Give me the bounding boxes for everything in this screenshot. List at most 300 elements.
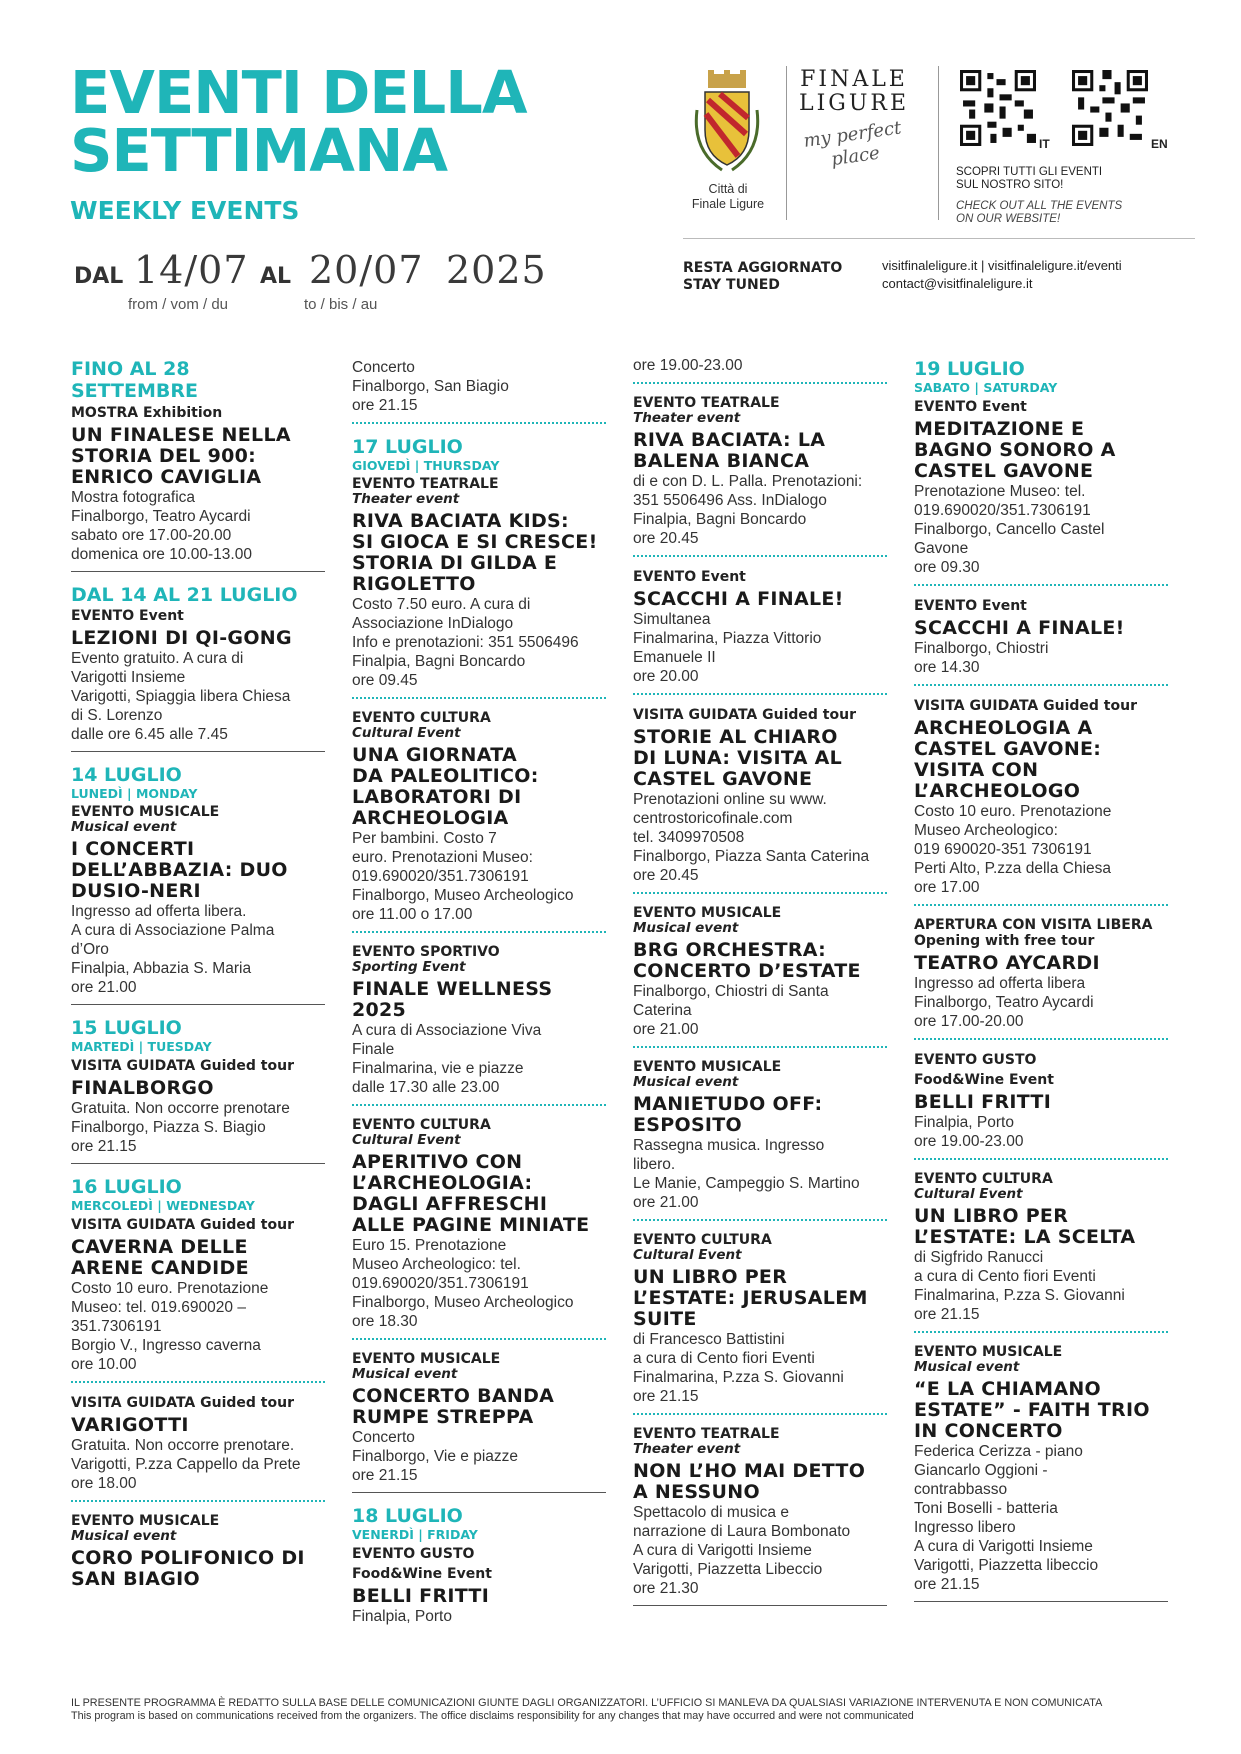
day-heading: 19 LUGLIO <box>914 358 1025 380</box>
event-detail: Concerto <box>352 359 415 376</box>
day-separator <box>352 1492 606 1493</box>
event-separator <box>633 892 887 894</box>
column-3 <box>633 356 903 1618</box>
event-title: BELLI FRITTI <box>352 1585 490 1607</box>
event-category: EVENTO CULTURA <box>352 1117 491 1133</box>
discover-note <box>956 166 1206 226</box>
event-detail: Finalborgo, Museo Archeologico <box>352 1294 574 1311</box>
event-category-en: Theater event <box>352 491 460 507</box>
event-separator <box>914 1158 1168 1160</box>
event-category: EVENTO CULTURA <box>914 1171 1053 1187</box>
event-detail: Prenotazioni online su www. <box>633 791 827 808</box>
day-heading: 15 LUGLIO <box>71 1017 182 1039</box>
event-title: ENRICO CAVIGLIA <box>71 466 262 488</box>
event-title: VISITA CON <box>914 759 1039 781</box>
event-title: CONCERTO BANDA <box>352 1385 555 1407</box>
event-detail: tel. 3409970508 <box>633 829 745 846</box>
brand-line-2: LIGURE <box>798 91 910 116</box>
event-detail: Finalborgo, Piazza S. Biagio <box>71 1119 266 1136</box>
event-detail: di Francesco Battistini <box>633 1331 785 1348</box>
event-category: VISITA GUIDATA Guided tour <box>71 1395 294 1411</box>
event-teatro-aycardi <box>914 918 1184 1031</box>
event-title: DI LUNA: VISITA AL <box>633 747 843 769</box>
event-category: EVENTO MUSICALE <box>633 1059 782 1075</box>
event-detail: 351 5506496 Ass. InDialogo <box>633 492 827 509</box>
event-detail: Finalpia, Abbazia S. Maria <box>71 960 252 977</box>
event-jerusalem-suite <box>633 1233 903 1406</box>
event-finale-wellness <box>352 945 622 1097</box>
event-title: SI GIOCA E SI CRESCE! <box>352 531 598 553</box>
event-detail: sabato ore 17.00-20.00 <box>71 527 232 544</box>
city-name <box>668 182 788 212</box>
event-chiaro-di-luna <box>633 707 903 885</box>
event-detail: Gratuita. Non occorre prenotare. <box>71 1437 295 1454</box>
event-title: SUITE <box>633 1308 697 1330</box>
event-title: STORIE AL CHIARO <box>633 726 838 748</box>
qr-code-icon[interactable] <box>960 70 1036 146</box>
column-4 <box>914 358 1184 1614</box>
event-title: NON L’HO MAI DETTO <box>633 1460 866 1482</box>
event-detail: ore 21.15 <box>352 1467 418 1484</box>
event-banda-rumpe-streppa <box>352 1352 622 1485</box>
day-separator <box>71 1004 325 1005</box>
column-2 <box>352 358 622 1626</box>
event-category: EVENTO CULTURA <box>352 710 491 726</box>
event-title: BAGNO SONORO A <box>914 439 1116 461</box>
event-category: EVENTO MUSICALE <box>633 905 782 921</box>
event-archeologia-castel-gavone <box>914 698 1184 897</box>
event-category-en: Theater event <box>633 410 741 426</box>
event-date: FINO AL 28 <box>71 358 190 380</box>
event-detail: Finalpia, Porto <box>352 1608 452 1625</box>
day-separator <box>633 1605 887 1606</box>
event-title: BRG ORCHESTRA: <box>633 939 827 961</box>
event-separator <box>914 584 1168 586</box>
discover-line-1: SCOPRI TUTTI GLI EVENTI <box>956 166 1103 178</box>
discover-line-2: SUL NOSTRO SITO! <box>956 179 1064 191</box>
event-title: LEZIONI DI QI-GONG <box>71 627 292 649</box>
event-detail: Varigotti Insieme <box>71 669 186 686</box>
event-detail: Info e prenotazioni: 351 5506496 <box>352 634 579 651</box>
event-title: I CONCERTI <box>71 838 195 860</box>
event-detail: Borgio V., Ingresso caverna <box>71 1337 261 1354</box>
event-detail: Finalborgo, Piazza Santa Caterina <box>633 848 870 865</box>
event-separator <box>633 1219 887 1221</box>
event-detail: libero. <box>633 1156 676 1173</box>
qr-code-icon[interactable] <box>1072 70 1148 146</box>
event-title: UN LIBRO PER <box>914 1205 1069 1227</box>
event-separator <box>71 1500 325 1502</box>
title-line-1: EVENTI DELLA <box>70 58 527 127</box>
stay-line-2: STAY TUNED <box>683 277 780 293</box>
event-varigotti-tour <box>71 1395 341 1493</box>
city-line-1: Città di <box>708 182 748 196</box>
event-category: EVENTO MUSICALE <box>71 804 220 820</box>
event-category: EVENTO Event <box>633 569 746 585</box>
event-separator <box>633 382 887 384</box>
event-detail: dalle ore 6.45 alle 7.45 <box>71 726 228 743</box>
disclaimer <box>71 1697 1201 1722</box>
event-title: FINALBORGO <box>71 1077 214 1099</box>
event-category: MOSTRA Exhibition <box>71 405 223 421</box>
event-detail: 019.690020/351.7306191 <box>352 868 529 885</box>
event-category: EVENTO Event <box>914 399 1027 415</box>
event-title: IN CONCERTO <box>914 1420 1063 1442</box>
event-detail: Finalmarina, vie e piazze <box>352 1060 524 1077</box>
day-name: SABATO | SATURDAY <box>914 380 1058 395</box>
header-divider <box>683 238 1195 239</box>
event-detail: contrabbasso <box>914 1481 1008 1498</box>
event-detail: Toni Boselli - batteria <box>914 1500 1058 1517</box>
event-category-en: Musical event <box>633 920 739 936</box>
event-title: L’ARCHEOLOGIA: <box>352 1172 533 1194</box>
event-brg-orchestra <box>633 906 903 1039</box>
day-heading: 16 LUGLIO <box>71 1176 182 1198</box>
day-heading: 17 LUGLIO <box>352 436 463 458</box>
event-separator <box>352 1104 606 1106</box>
event-detail: Finalpia, Porto <box>914 1114 1014 1131</box>
event-category-en: Theater event <box>633 1441 741 1457</box>
event-title: CAVERNA DELLE <box>71 1236 248 1258</box>
event-title: STORIA DEL 900: <box>71 445 257 467</box>
event-detail: ore 14.30 <box>914 659 980 676</box>
event-detail: Finalmarina, Piazza Vittorio <box>633 630 822 647</box>
day-name: LUNEDÌ | MONDAY <box>71 786 198 801</box>
event-detail: 019 690020-351 7306191 <box>914 841 1092 858</box>
event-title: ARCHEOLOGIA <box>352 807 509 829</box>
event-detail: Varigotti, Piazzetta Libeccio <box>633 1561 823 1578</box>
event-balena-bianca <box>633 396 903 548</box>
page-title <box>70 58 630 185</box>
event-category-en: Food&Wine Event <box>352 1566 492 1582</box>
event-category: EVENTO MUSICALE <box>352 1351 501 1367</box>
website-link[interactable]: visitfinaleligure.it | visitfinaleligure.it/eventi <box>882 258 1122 273</box>
event-separator <box>352 931 606 933</box>
event-title: ALLE PAGINE MINIATE <box>352 1214 590 1236</box>
event-detail: ore 21.15 <box>914 1576 980 1593</box>
date-from: 14/07 <box>134 248 249 292</box>
event-detail: Museo Archeologico: <box>914 822 1058 839</box>
event-paleolitico <box>352 711 622 924</box>
event-title: DA PALEOLITICO: <box>352 765 539 787</box>
event-category: EVENTO TEATRALE <box>633 395 780 411</box>
event-category-en: Cultural Event <box>633 1247 742 1263</box>
event-concerti-abbazia <box>71 805 341 997</box>
event-detail: Finalborgo, Vie e piazze <box>352 1448 519 1465</box>
event-meditazione <box>914 399 1184 577</box>
event-detail: ore 20.45 <box>633 867 699 884</box>
event-category-en: Musical event <box>352 1366 458 1382</box>
city-line-2: Finale Ligure <box>691 197 765 211</box>
event-detail: ore 21.15 <box>352 397 418 414</box>
event-coro-polifonico-cont <box>352 358 622 415</box>
event-separator <box>352 422 606 424</box>
event-finalborgo-tour <box>71 1058 341 1156</box>
event-title: DELL’ABBAZIA: DUO <box>71 859 288 881</box>
event-detail: Concerto <box>352 1429 415 1446</box>
event-category: EVENTO Event <box>71 608 184 624</box>
event-detail: Euro 15. Prenotazione <box>352 1237 507 1254</box>
year: 2025 <box>446 248 547 292</box>
event-riva-baciata-kids <box>352 477 622 690</box>
event-detail: Caterina <box>633 1002 692 1019</box>
event-separator <box>352 697 606 699</box>
event-detail: euro. Prenotazioni Museo: <box>352 849 533 866</box>
event-title: BALENA BIANCA <box>633 450 810 472</box>
event-detail: Evento gratuito. A cura di <box>71 650 244 667</box>
event-detail: Ingresso libero <box>914 1519 1016 1536</box>
event-detail: ore 21.00 <box>633 1194 699 1211</box>
day-separator <box>71 1163 325 1164</box>
subtitle: WEEKLY EVENTS <box>70 196 300 225</box>
event-category: VISITA GUIDATA Guided tour <box>71 1217 294 1233</box>
event-detail: 351.7306191 <box>71 1318 162 1335</box>
event-detail: ore 21.15 <box>71 1138 137 1155</box>
event-category: EVENTO CULTURA <box>633 1232 772 1248</box>
date-to: 20/07 <box>309 248 424 292</box>
event-detail: Finale <box>352 1041 395 1058</box>
day-heading: 18 LUGLIO <box>352 1505 463 1527</box>
event-detail: centrostoricofinale.com <box>633 810 793 827</box>
event-detail: ore 17.00 <box>914 879 980 896</box>
event-category-en: Musical event <box>71 819 177 835</box>
event-detail: Spettacolo di musica e <box>633 1504 789 1521</box>
event-category-en: Cultural Event <box>352 1132 461 1148</box>
brand-logo <box>784 67 924 171</box>
event-detail: ore 19.00-23.00 <box>633 357 743 374</box>
event-separator <box>914 684 1168 686</box>
event-detail: Costo 7.50 euro. A cura di <box>352 596 531 613</box>
event-detail: Finalborgo, Teatro Aycardi <box>71 508 251 525</box>
event-detail: Finalpia, Bagni Boncardo <box>633 511 807 528</box>
day-heading: 14 LUGLIO <box>71 764 182 786</box>
event-detail: di Sigfrido Ranucci <box>914 1249 1044 1266</box>
event-detail: ore 17.00-20.00 <box>914 1013 1024 1030</box>
event-category-en: Cultural Event <box>352 725 461 741</box>
event-detail: ore 09.45 <box>352 672 418 689</box>
event-category: VISITA GUIDATA Guided tour <box>71 1058 294 1074</box>
check-line-2: ON OUR WEBSITE! <box>956 213 1061 225</box>
event-detail: Gratuita. Non occorre prenotare <box>71 1100 290 1117</box>
event-detail: Museo Archeologico: tel. <box>352 1256 521 1273</box>
event-detail: Varigotti, Spiaggia libera Chiesa <box>71 688 291 705</box>
event-title: CASTEL GAVONE <box>914 460 1094 482</box>
event-category-en: Musical event <box>633 1074 739 1090</box>
email-link[interactable]: contact@visitfinaleligure.it <box>882 276 1033 291</box>
event-detail: ore 19.00-23.00 <box>914 1133 1024 1150</box>
event-category: EVENTO Event <box>914 598 1027 614</box>
event-detail: a cura di Cento fiori Eventi <box>914 1268 1096 1285</box>
event-title: “E LA CHIAMANO <box>914 1378 1101 1400</box>
event-category-en: Opening with free tour <box>914 933 1095 949</box>
event-separator <box>914 904 1168 906</box>
stay-tuned <box>683 260 842 294</box>
event-title: RIVA BACIATA KIDS: <box>352 510 569 532</box>
event-title: TEATRO AYCARDI <box>914 952 1100 974</box>
event-detail: Le Manie, Campeggio S. Martino <box>633 1175 860 1192</box>
event-detail: ore 09.30 <box>914 559 980 576</box>
divider <box>938 66 939 220</box>
qr-it-label: IT <box>1039 137 1050 151</box>
event-title: UN LIBRO PER <box>633 1266 788 1288</box>
event-detail: Per bambini. Costo 7 <box>352 830 497 847</box>
event-detail: A cura di Varigotti Insieme <box>914 1538 1093 1555</box>
event-detail: Finalmarina, P.zza S. Giovanni <box>914 1287 1125 1304</box>
event-detail: ore 21.00 <box>633 1021 699 1038</box>
event-detail: Prenotazione Museo: tel. <box>914 483 1086 500</box>
event-scacchi-simultanea <box>633 569 903 686</box>
event-title: A NESSUNO <box>633 1481 760 1503</box>
day-name: MARTEDÌ | TUESDAY <box>71 1039 212 1054</box>
event-detail: Ingresso ad offerta libera <box>914 975 1086 992</box>
event-detail: ore 21.15 <box>914 1306 980 1323</box>
event-title: L’ARCHEOLOGO <box>914 780 1081 802</box>
check-note <box>956 200 1206 226</box>
event-detail: Mostra fotografica <box>71 489 196 506</box>
event-detail: ore 18.30 <box>352 1313 418 1330</box>
brand-line-1: FINALE <box>800 67 908 92</box>
event-detail: ore 21.15 <box>633 1388 699 1405</box>
event-title: DUSIO-NERI <box>71 880 201 902</box>
event-detail: Associazione InDialogo <box>352 615 514 632</box>
event-detail: ore 21.30 <box>633 1580 699 1597</box>
event-date: SETTEMBRE <box>71 380 198 402</box>
event-title: LABORATORI DI <box>352 786 522 808</box>
event-separator <box>914 1038 1168 1040</box>
event-qigong <box>71 584 341 744</box>
event-detail: Finalborgo, Chiostri <box>914 640 1049 657</box>
event-separator <box>352 1338 606 1340</box>
event-detail: Giancarlo Oggioni - <box>914 1462 1048 1479</box>
event-detail: Finalborgo, Teatro Aycardi <box>914 994 1094 1011</box>
check-line-1: CHECK OUT ALL THE EVENTS <box>956 200 1123 212</box>
event-title: MANIETUDO OFF: <box>633 1093 823 1115</box>
event-title: STORIA DI GILDA E <box>352 552 558 574</box>
event-title: RUMPE STREPPA <box>352 1406 534 1428</box>
event-exhibition <box>71 358 341 564</box>
event-separator <box>633 1046 887 1048</box>
event-detail: 019.690020/351.7306191 <box>914 502 1091 519</box>
event-separator <box>633 1413 887 1415</box>
event-detail: Perti Alto, P.zza della Chiesa <box>914 860 1112 877</box>
event-title: APERITIVO CON <box>352 1151 523 1173</box>
event-detail: Finalborgo, Cancello Castel <box>914 521 1105 538</box>
event-category: EVENTO MUSICALE <box>914 1344 1063 1360</box>
event-separator <box>71 1381 325 1383</box>
day-separator <box>71 571 325 572</box>
event-category: VISITA GUIDATA Guided tour <box>633 707 856 723</box>
dal-label: DAL <box>74 264 124 289</box>
to-caption: to / bis / au <box>304 296 378 313</box>
event-detail: A cura di Associazione Palma <box>71 922 275 939</box>
event-date: DAL 14 AL 21 LUGLIO <box>71 584 298 606</box>
day-name: MERCOLEDÌ | WEDNESDAY <box>71 1198 255 1213</box>
event-title: SCACCHI A FINALE! <box>633 588 844 610</box>
event-detail: Costo 10 euro. Prenotazione <box>914 803 1112 820</box>
event-caverna <box>71 1217 341 1374</box>
event-detail: Ingresso ad offerta libera. <box>71 903 247 920</box>
event-detail: 019.690020/351.7306191 <box>352 1275 529 1292</box>
event-title: DAGLI AFFRESCHI <box>352 1193 548 1215</box>
day-name: VENERDÌ | FRIDAY <box>352 1527 478 1542</box>
event-title: L’ESTATE: LA SCELTA <box>914 1226 1136 1248</box>
event-detail: di e con D. L. Palla. Prenotazioni: <box>633 473 863 490</box>
event-aperitivo-archeologia <box>352 1118 622 1331</box>
disclaimer-en: This program is based on communications received from the organizers. The office disclaims responsibility for any changes that may have occurred and were not communicated <box>71 1709 914 1722</box>
event-detail: narrazione di Laura Bombonato <box>633 1523 851 1540</box>
event-category-en: Musical event <box>914 1359 1020 1375</box>
event-detail: Finalborgo, Chiostri di Santa <box>633 983 829 1000</box>
event-detail: A cura di Associazione Viva <box>352 1022 542 1039</box>
event-detail: d’Oro <box>71 941 109 958</box>
event-category-en: Musical event <box>71 1528 177 1544</box>
event-manietudo-off <box>633 1060 903 1212</box>
event-detail: Finalborgo, San Biagio <box>352 378 509 395</box>
day-name: GIOVEDÌ | THURSDAY <box>352 458 500 473</box>
event-detail: Rassegna musica. Ingresso <box>633 1137 825 1154</box>
event-category: EVENTO GUSTO <box>352 1546 475 1562</box>
event-detail: Gavone <box>914 540 969 557</box>
day-separator <box>71 751 325 752</box>
event-title: FINALE WELLNESS <box>352 978 553 1000</box>
event-detail: ore 20.45 <box>633 530 699 547</box>
event-title: RIGOLETTO <box>352 573 476 595</box>
event-title: MEDITAZIONE E <box>914 418 1085 440</box>
event-category: EVENTO TEATRALE <box>633 1426 780 1442</box>
event-title: BELLI FRITTI <box>914 1091 1052 1113</box>
event-detail: a cura di Cento fiori Eventi <box>633 1350 815 1367</box>
event-separator <box>633 555 887 557</box>
event-category-en: Food&Wine Event <box>914 1072 1054 1088</box>
event-category: APERTURA CON VISITA LIBERA <box>914 917 1153 933</box>
event-title: SCACCHI A FINALE! <box>914 617 1125 639</box>
event-detail: ore 10.00 <box>71 1356 137 1373</box>
event-title: 2025 <box>352 999 407 1021</box>
event-title: UNA GIORNATA <box>352 744 518 766</box>
event-category-en: Sporting Event <box>352 959 466 975</box>
event-separator <box>633 693 887 695</box>
event-title: ESPOSITO <box>633 1114 743 1136</box>
event-category: EVENTO TEATRALE <box>352 476 499 492</box>
from-caption: from / vom / du <box>128 296 229 313</box>
al-label: AL <box>260 264 292 289</box>
event-detail: di S. Lorenzo <box>71 707 163 724</box>
date-range <box>74 248 594 313</box>
stay-line-1: RESTA AGGIORNATO <box>683 260 843 276</box>
event-separator <box>914 1331 1168 1333</box>
event-title: CASTEL GAVONE <box>633 768 813 790</box>
event-detail: Costo 10 euro. Prenotazione <box>71 1280 269 1297</box>
event-detail: ore 18.00 <box>71 1475 137 1492</box>
qr-en-label: EN <box>1151 137 1168 151</box>
event-belli-fritti-19 <box>914 1052 1184 1151</box>
event-detail: A cura di Varigotti Insieme <box>633 1542 812 1559</box>
event-detail: Finalborgo, Museo Archeologico <box>352 887 574 904</box>
event-title: ARCHEOLOGIA A <box>914 717 1093 739</box>
event-title: L’ESTATE: JERUSALEM <box>633 1287 868 1309</box>
event-category: EVENTO MUSICALE <box>71 1513 220 1529</box>
event-title: CASTEL GAVONE: <box>914 738 1102 760</box>
event-title: ESTATE” - FAITH TRIO <box>914 1399 1150 1421</box>
title-line-2: SETTIMANA <box>70 116 448 185</box>
event-title: CONCERTO D’ESTATE <box>633 960 861 982</box>
event-detail: ore 21.00 <box>71 979 137 996</box>
event-detail: Emanuele II <box>633 649 716 666</box>
event-detail: Varigotti, P.zza Cappello da Prete <box>71 1456 301 1473</box>
disclaimer-it: IL PRESENTE PROGRAMMA È REDATTO SULLA BASE DELLE COMUNICAZIONI GIUNTE DAGLI ORGANIZZATORI. L’UFFICIO SI MANLEVA DA QUALSIASI VARIAZIONE INTERVENUTA E NON COMUNICATA <box>71 1697 1103 1709</box>
event-detail: Finalmarina, P.zza S. Giovanni <box>633 1369 844 1386</box>
event-detail: Finalpia, Bagni Boncardo <box>352 653 526 670</box>
